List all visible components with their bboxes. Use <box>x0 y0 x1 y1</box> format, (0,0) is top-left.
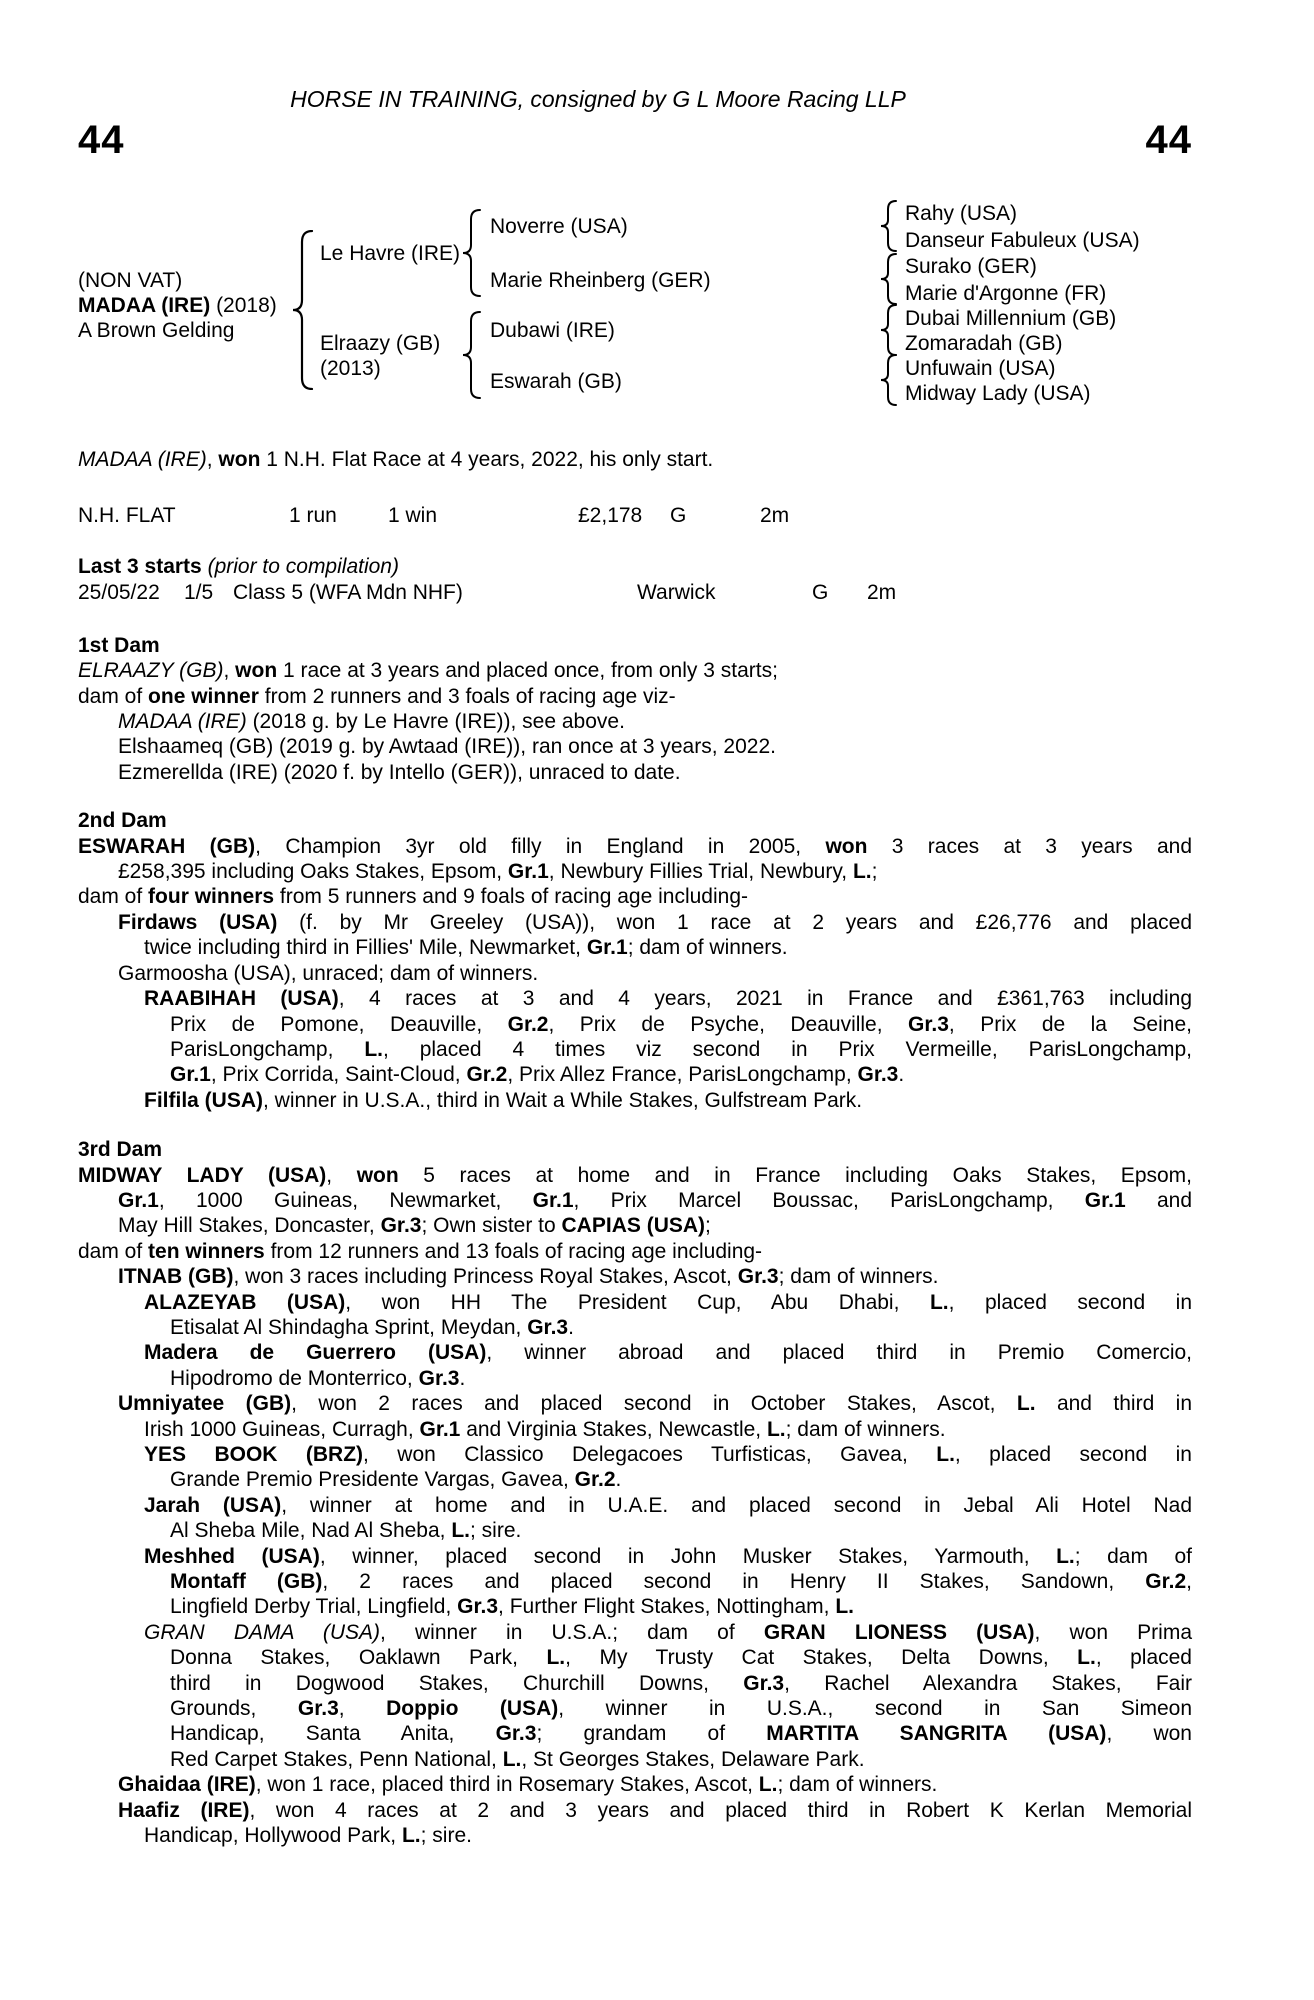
dam-section <box>78 633 1192 785</box>
stats-going: G <box>670 504 687 528</box>
race-summary-line: MADAA (IRE), won 1 N.H. Flat Race at 4 years, 2022, his only start. <box>78 448 714 471</box>
pedigree-brace-ggp-2 <box>880 253 898 305</box>
pedigree-text-line: Montaff (GB), 2 races and placed second in Henry II Stakes, Sandown, Gr.2, <box>170 1570 1192 1594</box>
pedigree-text-line: Etisalat Al Shindagha Sprint, Meydan, Gr.3. <box>170 1315 574 1339</box>
pedigree-text-line: twice including third in Fillies' Mile, Newmarket, Gr.1; dam of winners. <box>144 936 788 960</box>
pedigree-text-line: Gr.1, Prix Corrida, Saint-Cloud, Gr.2, Prix Allez France, ParisLongchamp, Gr.3. <box>170 1063 905 1087</box>
pedigree-text-line: ALAZEYAB (USA), won HH The President Cup, Abu Dhabi, L., placed second in <box>144 1290 1192 1314</box>
pedigree-text-line: Irish 1000 Guineas, Curragh, Gr.1 and Virginia Stakes, Newcastle, L.; dam of winners. <box>144 1417 946 1441</box>
last-starts-heading-line <box>78 554 1192 579</box>
pedigree-text-line: £258,395 including Oaks Stakes, Epsom, Gr.1, Newbury Fillies Trial, Newbury, L.; <box>118 860 878 884</box>
start-date: 25/05/22 <box>78 580 160 604</box>
pedigree-text-line: May Hill Stakes, Doncaster, Gr.3; Own sister to CAPIAS (USA); <box>118 1214 711 1238</box>
pedigree-text-line: Prix de Pomone, Deauville, Gr.2, Prix de Psyche, Deauville, Gr.3, Prix de la Seine, <box>170 1012 1192 1036</box>
pedigree-text-line: ParisLongchamp, L., placed 4 times viz second in Prix Vermeille, ParisLongchamp, <box>170 1037 1192 1061</box>
great-grandparent-1: Rahy (USA) <box>905 202 1018 225</box>
body-text <box>78 447 1192 1849</box>
last-starts-note: (prior to compilation) <box>207 555 399 579</box>
page-title: HORSE IN TRAINING, consigned by G L Moore Racing LLP <box>290 86 906 112</box>
pedigree-text-line: GRAN DAMA (USA), winner in U.S.A.; dam of GRAN LIONESS (USA), won Prima <box>144 1620 1192 1644</box>
stats-runs: 1 run <box>289 504 337 528</box>
great-grandparent-4: Marie d'Argonne (FR) <box>905 282 1107 305</box>
pedigree-text-line: MIDWAY LADY (USA), won 5 races at home and in France including Oaks Stakes, Epsom, <box>78 1163 1192 1187</box>
great-grandparent-7: Unfuwain (USA) <box>905 357 1056 380</box>
dam-name: Elraazy (GB) <box>320 332 441 355</box>
stats-distance: 2m <box>760 504 790 528</box>
pedigree-text-line: Hipodromo de Monterrico, Gr.3. <box>170 1366 466 1390</box>
last-starts-heading: Last 3 starts <box>78 555 202 579</box>
dam-sections <box>78 633 1192 1849</box>
dam-section <box>78 808 1192 1113</box>
dam-heading: 2nd Dam <box>78 809 167 833</box>
great-grandparent-6: Zomaradah (GB) <box>905 332 1063 355</box>
pedigree-brace-gen1 <box>292 230 314 390</box>
pedigree-text-line: Jarah (USA), winner at home and in U.A.E. and placed second in Jebal Ali Hotel Nad <box>144 1493 1192 1517</box>
great-grandparent-5: Dubai Millennium (GB) <box>905 307 1117 330</box>
pedigree-text-line: dam of ten winners from 12 runners and 13 foals of racing age including- <box>78 1239 763 1263</box>
pedigree-text-line: Garmoosha (USA), unraced; dam of winners. <box>118 961 539 985</box>
horse-description: A Brown Gelding <box>78 319 235 342</box>
pedigree-text-line: third in Dogwood Stakes, Churchill Downs, Gr.3, Rachel Alexandra Stakes, Fair <box>170 1671 1192 1695</box>
pedigree-brace-sire <box>462 209 482 297</box>
lot-number-right: 44 <box>1145 118 1192 162</box>
pedigree-table <box>78 200 1192 415</box>
grandparent-sire-dam: Marie Rheinberg (GER) <box>490 269 711 292</box>
pedigree-text-line: Ghaidaa (IRE), won 1 race, placed third in Rosemary Stakes, Ascot, L.; dam of winners. <box>118 1773 938 1797</box>
pedigree-text-line: ELRAAZY (GB), won 1 race at 3 years and placed once, from only 3 starts; <box>78 659 778 683</box>
horse-birth-year: (2018) <box>216 294 277 317</box>
last-starts-block <box>78 554 1192 605</box>
grandparent-dam-dam: Eswarah (GB) <box>490 370 622 393</box>
pedigree-text-line: dam of one winner from 2 runners and 3 foals of racing age viz- <box>78 684 676 708</box>
great-grandparent-3: Surako (GER) <box>905 255 1037 278</box>
pedigree-text-line: Madera de Guerrero (USA), winner abroad and placed third in Premio Comercio, <box>144 1341 1192 1365</box>
pedigree-text-line: YES BOOK (BRZ), won Classico Delegacoes Turfisticas, Gavea, L., placed second in <box>144 1443 1192 1466</box>
pedigree-text-line: Elshaameq (GB) (2019 g. by Awtaad (IRE)), ran once at 3 years, 2022. <box>118 735 776 759</box>
lot-number-left: 44 <box>78 118 125 162</box>
pedigree-text-line: Handicap, Hollywood Park, L.; sire. <box>144 1824 472 1848</box>
pedigree-text-line: Handicap, Santa Anita, Gr.3; grandam of MARTITA SANGRITA (USA), won <box>170 1722 1192 1746</box>
pedigree-text-line: ESWARAH (GB), Champion 3yr old filly in England in 2005, won 3 races at 3 years and <box>78 834 1192 858</box>
great-grandparent-2: Danseur Fabuleux (USA) <box>905 229 1140 252</box>
pedigree-text-line: Firdaws (USA) (f. by Mr Greeley (USA)), won 1 race at 2 years and £26,776 and placed <box>118 910 1192 934</box>
start-class: Class 5 (WFA Mdn NHF) <box>233 580 463 604</box>
pedigree-brace-ggp-4 <box>880 354 898 406</box>
pedigree-text-line: Meshhed (USA), winner, placed second in John Musker Stakes, Yarmouth, L.; dam of <box>144 1544 1192 1568</box>
pedigree-text-line: Grounds, Gr.3, Doppio (USA), winner in U.S.A., second in San Simeon <box>170 1697 1192 1721</box>
dam-heading: 1st Dam <box>78 633 160 657</box>
pedigree-text-line: Lingfield Derby Trial, Lingfield, Gr.3, Further Flight Stakes, Nottingham, L. <box>170 1595 855 1619</box>
pedigree-text-line: Filfila (USA), winner in U.S.A., third in Wait a While Stakes, Gulfstream Park. <box>144 1088 863 1112</box>
start-position: 1/5 <box>184 580 214 604</box>
horse-name-line <box>78 295 277 317</box>
horse-name: MADAA (IRE) <box>78 294 211 317</box>
stats-earnings: £2,178 <box>578 504 643 528</box>
dam-heading: 3rd Dam <box>78 1138 163 1162</box>
page-content <box>78 0 1192 2000</box>
sire-name: Le Havre (IRE) <box>320 242 461 265</box>
stats-category: N.H. FLAT <box>78 504 176 528</box>
pedigree-text-line: Al Sheba Mile, Nad Al Sheba, L.; sire. <box>170 1519 522 1543</box>
pedigree-text-line: Donna Stakes, Oaklawn Park, L., My Trusty Cat Stakes, Delta Downs, L., placed <box>170 1646 1192 1670</box>
pedigree-text-line: ITNAB (GB), won 3 races including Princess Royal Stakes, Ascot, Gr.3; dam of winners. <box>118 1265 939 1289</box>
pedigree-text-line: dam of four winners from 5 runners and 9 foals of racing age including- <box>78 885 748 909</box>
stats-wins: 1 win <box>388 504 438 528</box>
pedigree-text-line: MADAA (IRE) (2018 g. by Le Havre (IRE)), see above. <box>118 710 625 734</box>
pedigree-text-line: Ezmerellda (IRE) (2020 f. by Intello (GER)), unraced to date. <box>118 760 681 784</box>
dam-section <box>78 1137 1192 1848</box>
pedigree-text-line: Red Carpet Stakes, Penn National, L., St Georges Stakes, Delaware Park. <box>170 1747 865 1771</box>
pedigree-brace-ggp-3 <box>880 304 898 356</box>
pedigree-brace-dam <box>462 311 482 399</box>
pedigree-text-line: Gr.1, 1000 Guineas, Newmarket, Gr.1, Prix Marcel Boussac, ParisLongchamp, Gr.1 and <box>118 1188 1192 1212</box>
pedigree-brace-ggp-1 <box>880 200 898 252</box>
start-course: Warwick <box>637 580 716 604</box>
pedigree-text-line: Grande Premio Presidente Vargas, Gavea, Gr.2. <box>170 1468 622 1492</box>
great-grandparent-8: Midway Lady (USA) <box>905 382 1091 405</box>
dam-birth-year: (2013) <box>320 357 381 380</box>
grandparent-sire-sire: Noverre (USA) <box>490 215 628 238</box>
last-start-row <box>78 580 1192 606</box>
grandparent-dam-sire: Dubawi (IRE) <box>490 319 615 342</box>
start-distance: 2m <box>867 580 897 604</box>
pedigree-text-line: RAABIHAH (USA), 4 races at 3 and 4 years, 2021 in France and £361,763 including <box>144 987 1192 1011</box>
start-going: G <box>812 580 829 604</box>
pedigree-text-line: Umniyatee (GB), won 2 races and placed second in October Stakes, Ascot, L. and third in <box>118 1392 1192 1416</box>
vat-status: (NON VAT) <box>78 269 183 292</box>
race-stats-row <box>78 503 1192 529</box>
pedigree-text-line: Haafiz (IRE), won 4 races at 2 and 3 years and placed third in Robert K Kerlan Memorial <box>118 1798 1192 1822</box>
